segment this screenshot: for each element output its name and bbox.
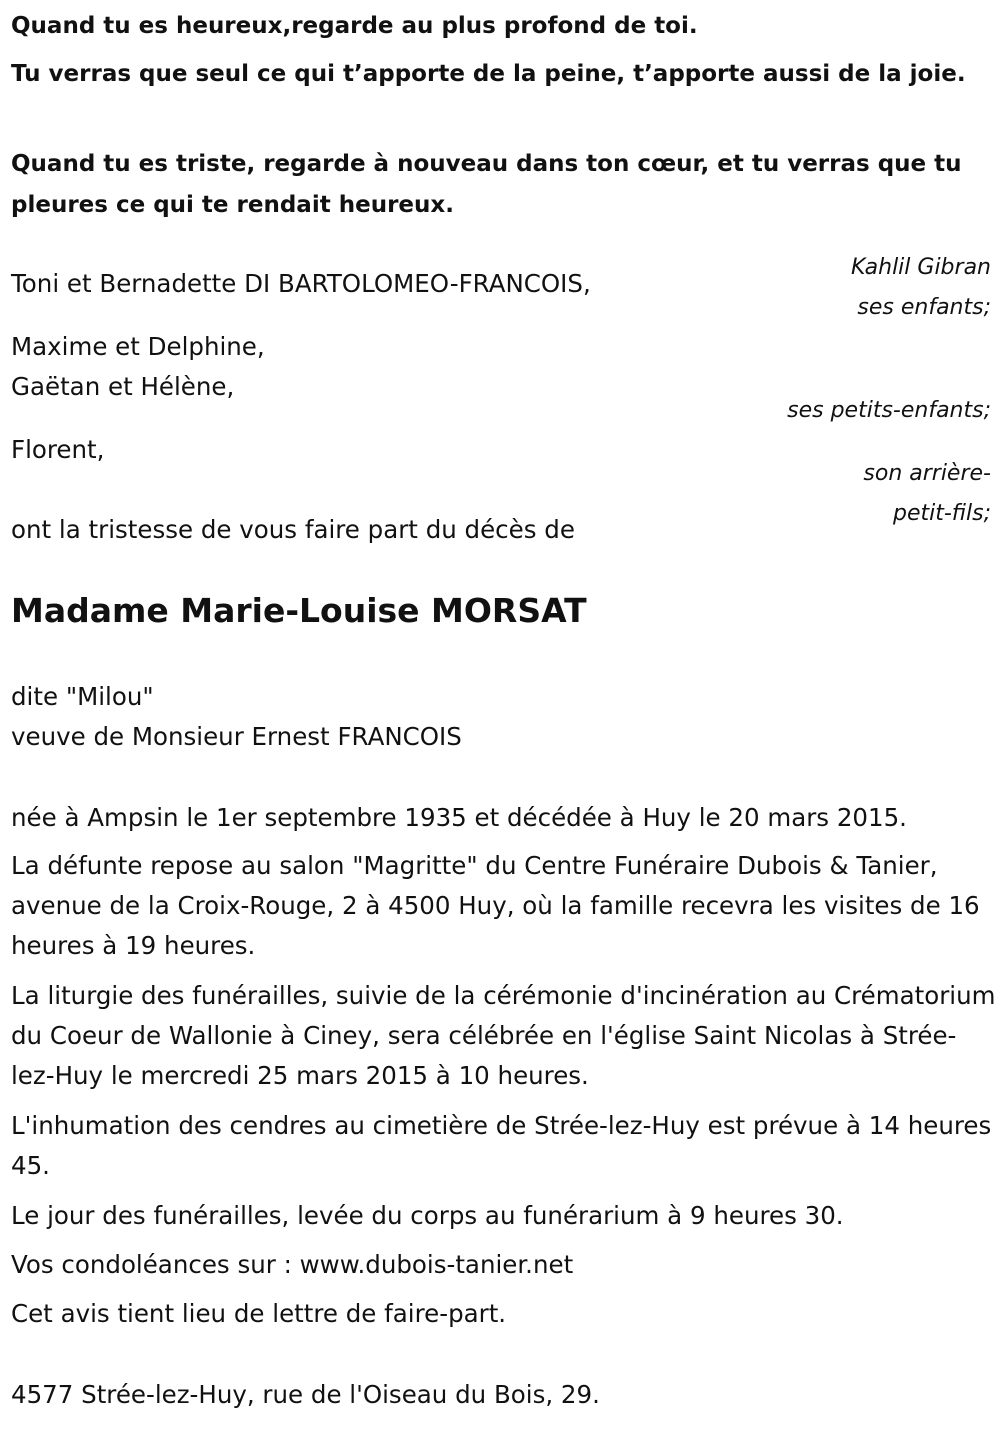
great-grandchild-role-2: petit-fils; xyxy=(892,501,991,526)
grandchildren-role: ses petits-enfants; xyxy=(787,398,991,423)
levee-paragraph: Le jour des funérailles, levée du corps au funérarium à 9 heures 30. xyxy=(11,1201,844,1230)
children-role: ses enfants; xyxy=(857,295,991,320)
children-names: Toni et Bernadette DI BARTOLOMEO-FRANCOIS, xyxy=(11,269,591,298)
deceased-nickname: dite "Milou" xyxy=(11,682,154,711)
quote-line-2: Tu verras que seul ce qui t’apporte de la peine, t’apporte aussi de la joie. xyxy=(11,61,966,87)
quote-line-3: Quand tu es triste, regarde à nouveau dans ton cœur, et tu verras que tu pleures ce qui te rendait heureux. xyxy=(11,151,962,218)
repose-paragraph: La défunte repose au salon "Magritte" du Centre Funéraire Dubois & Tanier, avenue de la Croix-Rouge, 2 à 4500 Huy, où la famille recevra les visites de 16 heures à 19 heures. xyxy=(11,851,980,960)
liturgy-paragraph: La liturgie des funérailles, suivie de la cérémonie d'incinération au Crématorium du Coeur de Wallonie à Ciney, sera célébrée en l'église Saint Nicolas à Strée-lez-Huy le mercredi 25 mars 2015 à 10 heures. xyxy=(11,981,996,1090)
grandchildren-line-2: Gaëtan et Hélène, xyxy=(11,372,235,401)
condolences-line: Vos condoléances sur : www.dubois-tanier.net xyxy=(11,1250,574,1279)
inhumation-paragraph: L'inhumation des cendres au cimetière de Strée-lez-Huy est prévue à 14 heures 45. xyxy=(11,1111,992,1180)
announcement: ont la tristesse de vous faire part du décès de xyxy=(11,515,575,544)
address-line: 4577 Strée-lez-Huy, rue de l'Oiseau du Bois, 29. xyxy=(11,1380,600,1409)
quote-author: Kahlil Gibran xyxy=(851,255,991,280)
grandchildren-line-1: Maxime et Delphine, xyxy=(11,332,265,361)
great-grandchild: Florent, xyxy=(11,435,105,464)
notice-line: Cet avis tient lieu de lettre de faire-part. xyxy=(11,1299,507,1328)
quote-line-1: Quand tu es heureux,regarde au plus profond de toi. xyxy=(11,13,698,39)
deceased-name: Madame Marie-Louise MORSAT xyxy=(11,591,587,630)
deceased-widow-of: veuve de Monsieur Ernest FRANCOIS xyxy=(11,722,462,751)
great-grandchild-role-1: son arrière- xyxy=(863,461,991,486)
birth-death: née à Ampsin le 1er septembre 1935 et décédée à Huy le 20 mars 2015. xyxy=(11,803,907,832)
